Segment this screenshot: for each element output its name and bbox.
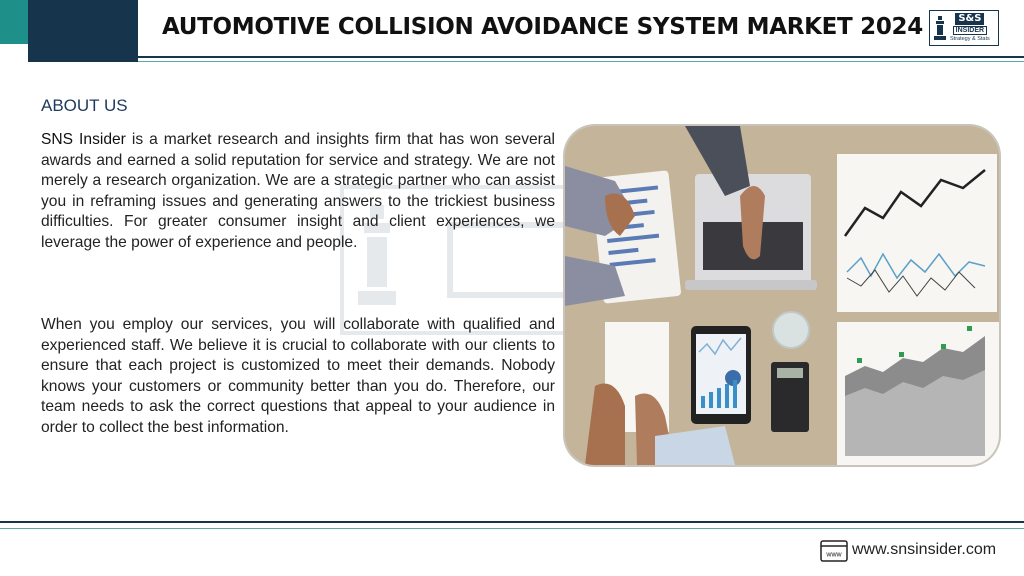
web-browser-icon: [820, 540, 848, 562]
about-paragraph-1: [41, 130, 555, 253]
brand-name: SNS Insider: [41, 131, 126, 148]
web-icon-label: www: [826, 551, 842, 559]
footer-divider: [0, 521, 1024, 523]
header-divider: [138, 56, 1024, 58]
logo-tagline: Strategy & Stats: [950, 36, 990, 43]
sns-insider-logo: [929, 10, 999, 46]
website-url[interactable]: www.snsinsider.com: [852, 541, 997, 558]
header-accent-navy: [28, 0, 138, 62]
logo-building-icon: [933, 14, 947, 42]
header-accent-teal: [0, 0, 28, 44]
team-analytics-photo: [565, 126, 999, 465]
logo-name: INSIDER: [953, 26, 987, 35]
logo-mark: S&S: [955, 13, 984, 25]
about-heading: ABOUT US: [41, 96, 128, 115]
footer-divider-thin: [0, 528, 1024, 529]
about-paragraph-1-text: is a market research and insights firm that has won several awards and earned a solid reputation for service and strategy. We are not merely a research organization. We are a strategic partner who can assist you in reframing issues and generating answers to the trickiest business difficulties. For greater consumer insight and client experiences, we leverage the power of experience and people.: [41, 131, 555, 251]
about-paragraph-2: When you employ our services, you will collaborate with qualified and experienced staff. We believe it is crucial to collaborate with our clients to ensure that each project is customized to meet their demands. Nobody knows your customers or community better than you do. Therefore, our team needs to ask the correct questions that appeal to your audience in order to collect the best information.: [41, 316, 555, 436]
header-divider-thin: [138, 61, 1024, 62]
page-title: AUTOMOTIVE COLLISION AVOIDANCE SYSTEM MARKET 2024: [162, 14, 923, 40]
